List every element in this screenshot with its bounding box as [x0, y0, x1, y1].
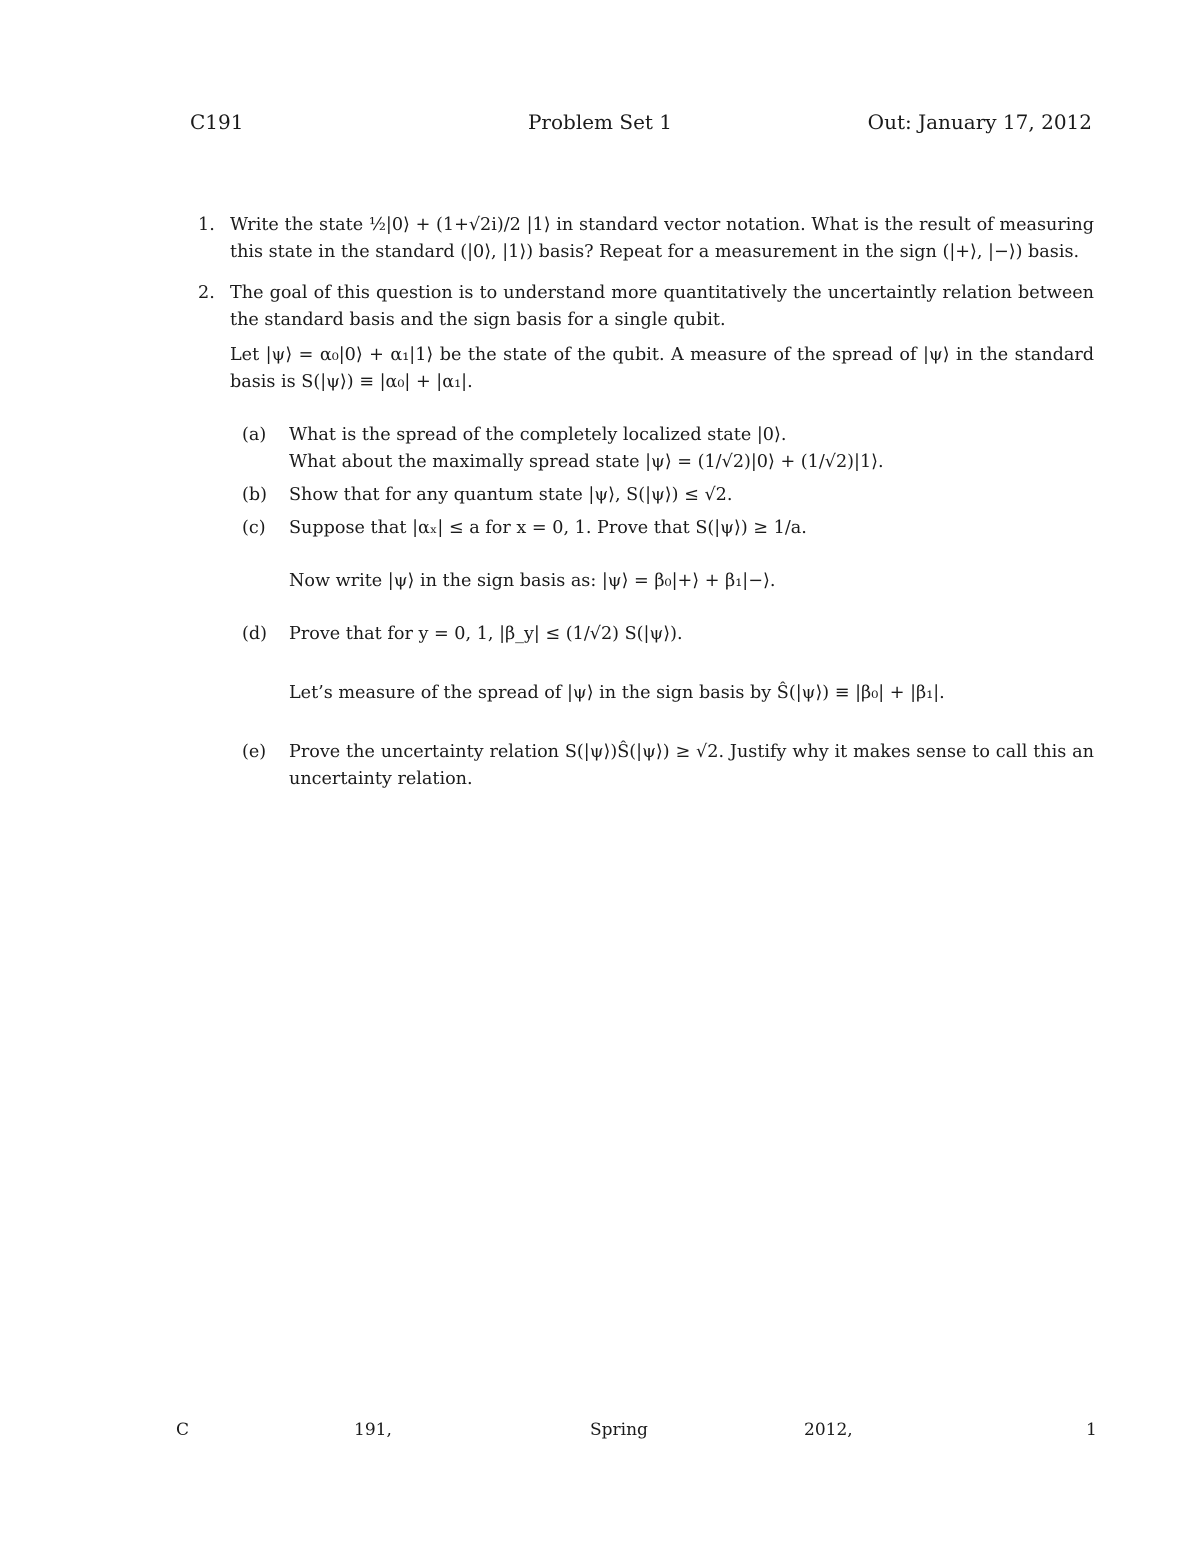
part-text: Show that for any quantum state |ψ⟩, S(|ψ⟩) ≤ √2. — [289, 485, 733, 505]
header-date: Out: January 17, 2012 — [867, 110, 1092, 134]
problem-number: 1. — [198, 215, 215, 235]
problem-list — [198, 212, 1094, 807]
part-label: (c) — [242, 518, 266, 538]
part-c — [242, 515, 1094, 542]
part-label: (e) — [242, 742, 267, 762]
spread-definition-note: Let’s measure of the spread of |ψ⟩ in the sign basis by Ŝ(|ψ⟩) ≡ |β₀| + |β₁|. — [289, 683, 945, 703]
problem-intro: The goal of this question is to understand more quantitatively the uncertaintly relation between the standard basis and the sign basis for a single qubit. — [230, 283, 1094, 330]
problem-text: Write the state ½|0⟩ + (1+√2i)/2 |1⟩ in standard vector notation. What is the result of measuring this state in the standard (|0⟩, |1⟩) basis? Repeat for a measurement in the sign (|+⟩, |−⟩) basis. — [230, 215, 1094, 262]
part-text: Prove that for y = 0, 1, |β_y| ≤ (1/√2) S(|ψ⟩). — [289, 624, 683, 644]
problem-number: 2. — [198, 283, 215, 303]
part-text-2: What about the maximally spread state |ψ⟩ = (1/√2)|0⟩ + (1/√2)|1⟩. — [289, 452, 884, 472]
footer-year: 2012, — [804, 1420, 853, 1440]
part-label: (d) — [242, 624, 267, 644]
part-text: Suppose that |αₓ| ≤ a for x = 0, 1. Prove that S(|ψ⟩) ≥ 1/a. — [289, 518, 807, 538]
part-label: (a) — [242, 425, 267, 445]
part-label: (b) — [242, 485, 267, 505]
part-text: What is the spread of the completely localized state |0⟩. — [289, 425, 787, 445]
problem-2 — [198, 280, 1094, 793]
footer-course-letter: C — [176, 1420, 190, 1440]
footer-course-number: 191, — [354, 1420, 392, 1440]
header-title: Problem Set 1 — [527, 110, 673, 134]
problem-definition: Let |ψ⟩ = α₀|0⟩ + α₁|1⟩ be the state of the qubit. A measure of the spread of |ψ⟩ in the standard basis is S(|ψ⟩) ≡ |α₀| + |α₁|. — [230, 345, 1094, 392]
problem-1 — [198, 212, 1094, 266]
part-a — [242, 422, 1094, 476]
part-e — [242, 739, 1094, 793]
sign-basis-note: Now write |ψ⟩ in the sign basis as: |ψ⟩ = β₀|+⟩ + β₁|−⟩. — [289, 571, 776, 591]
part-text: Prove the uncertainty relation S(|ψ⟩)Ŝ(|ψ⟩) ≥ √2. Justify why it makes sense to call this an uncertainty relation. — [289, 742, 1094, 789]
header-course: C191 — [190, 110, 244, 134]
part-b — [242, 482, 1094, 509]
footer-term: Spring — [590, 1420, 648, 1440]
part-d — [242, 621, 1094, 648]
footer-page-number: 1 — [1086, 1420, 1097, 1440]
